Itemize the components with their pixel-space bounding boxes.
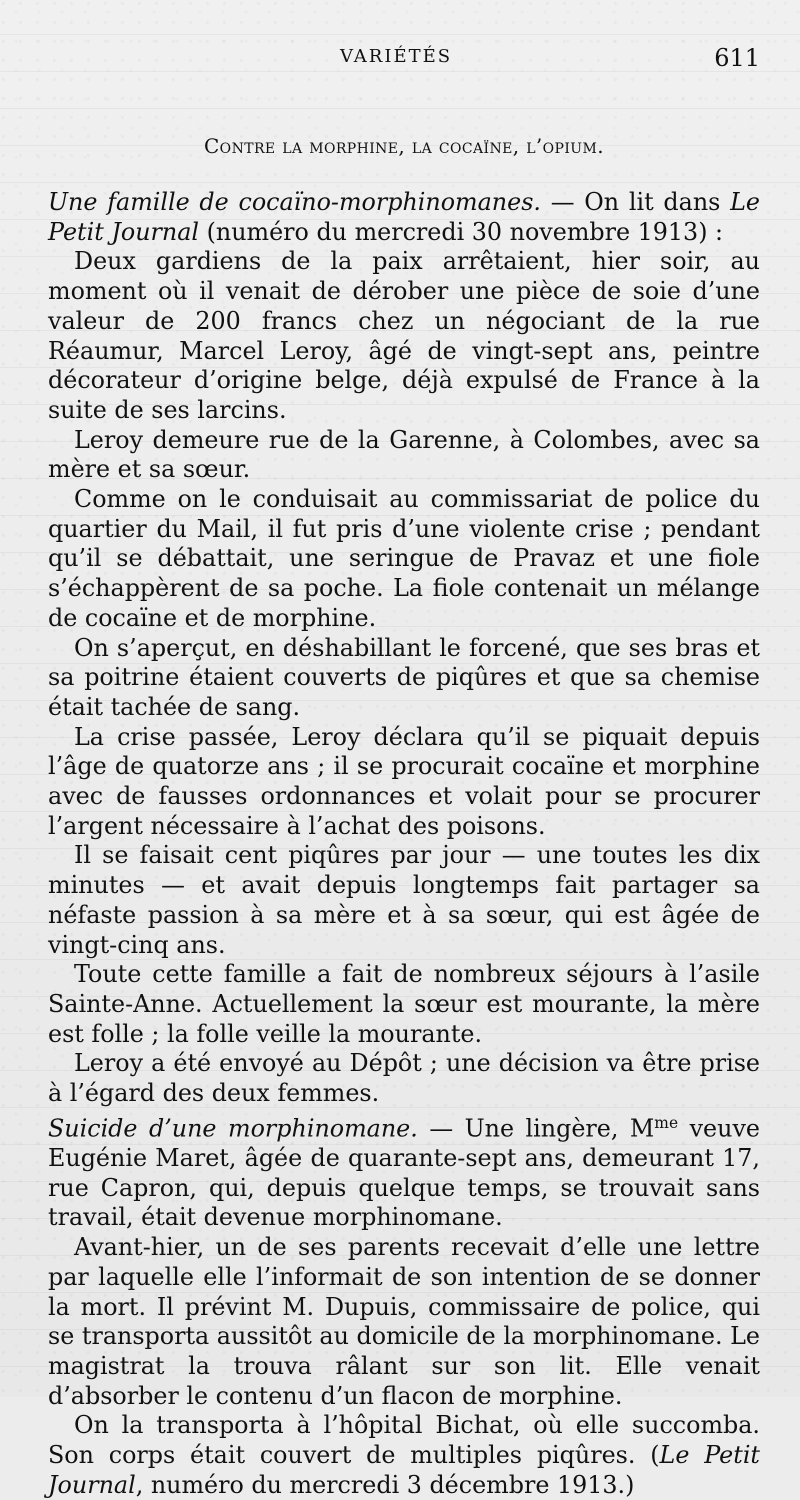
paragraph-10-text-a: — Une lingère, M bbox=[417, 1114, 655, 1143]
paragraph-6: La crise passée, Leroy déclara qu’il se piquait depuis l’âge de quatorze ans ; il se procurait cocaïne et morphine avec de fausses ordonnances et volait pour se procurer l’argent nécessaire à l’achat des poisons. bbox=[48, 722, 760, 840]
paragraph-10-text-b: veuve Eugénie Maret, âgée de quarante-sept ans, demeurant 17, rue Capron, qui, depuis quelque temps, se trouvait sans travail, était devenue morphinomane. bbox=[48, 1114, 760, 1232]
paragraph-12 bbox=[48, 1411, 760, 1500]
madame-superscript: me bbox=[654, 1113, 679, 1132]
newspaper-name-final: Le Petit Journal bbox=[48, 1441, 760, 1499]
paragraph-2: Deux gardiens de la paix arrêtaient, hier soir, au moment où il venait de dérober une pièce de soie d’une valeur de 200 francs chez un négociant de la rue Réaumur, Marcel Leroy, âgé de vingt-sept ans, peintre décorateur d’origine belge, déjà expulsé de France à la suite de ses larcins. bbox=[48, 247, 760, 424]
section-heading-family: Une famille de cocaïno-morphinomanes. bbox=[48, 188, 541, 216]
paragraph-11: Avant-hier, un de ses parents recevait d’elle une lettre par laquelle elle l’informait de son intention de se donner la mort. Il prévint M. Dupuis, commissaire de police, qui se transporta aussitôt au domicile de la morphinomane. Le magistrat la trouva râlant sur son lit. Elle venait d’absorber le contenu d’un flacon de morphine. bbox=[48, 1233, 760, 1410]
paragraph-1 bbox=[48, 188, 760, 247]
section-heading-suicide: Suicide d’une morphinomane. bbox=[48, 1114, 418, 1143]
paragraph-1-text-a: — On lit dans bbox=[541, 188, 731, 216]
paragraph-12-text-a: On la transporta à l’hôpital Bichat, où elle succomba. Son corps était couvert de multiples piqûres. ( bbox=[48, 1411, 760, 1470]
paragraph-4: Comme on le conduisait au commissariat de police du quartier du Mail, il fut pris d’une violente crise ; pendant qu’il se débattait, une seringue de Pravaz et une fiole s’échappèrent de sa poche. La fiole contenait un mélange de cocaïne et de morphine. bbox=[48, 485, 760, 632]
newspaper-name: Le Petit Journal bbox=[48, 188, 760, 246]
paragraph-5: On s’aperçut, en déshabillant le forcené, que ses bras et sa poitrine étaient couverts de piqûres et que sa chemise était tachée de sang. bbox=[48, 633, 760, 721]
paragraph-7: Il se faisait cent piqûres par jour — une toutes les dix minutes — et avait depuis longtemps fait partager sa néfaste passion à sa mère et à sa sœur, qui est âgée de vingt-cinq ans. bbox=[48, 841, 760, 959]
page-number: 611 bbox=[714, 44, 760, 72]
article-text bbox=[48, 188, 760, 1500]
running-title: VARIÉTÉS bbox=[340, 46, 453, 67]
section-title: Contre la morphine, la cocaïne, l’opium. bbox=[203, 134, 604, 158]
paragraph-9: Leroy a été envoyé au Dépôt ; une décision va être prise à l’égard des deux femmes. bbox=[48, 1049, 760, 1108]
paragraph-3: Leroy demeure rue de la Garenne, à Colombes, avec sa mère et sa sœur. bbox=[48, 425, 760, 484]
page-header bbox=[48, 36, 760, 88]
paragraph-8: Toute cette famille a fait de nombreux séjours à l’asile Sainte-Anne. Actuellement la sœur est mourante, la mère est folle ; la folle veille la mourante. bbox=[48, 960, 760, 1048]
paragraph-12-text-b: , numéro du mercredi 3 décembre 1913.) bbox=[135, 1470, 635, 1499]
paragraph-1-text-b: (numéro du mercredi 30 novembre 1913) : bbox=[199, 217, 724, 246]
paragraph-10 bbox=[48, 1109, 760, 1233]
